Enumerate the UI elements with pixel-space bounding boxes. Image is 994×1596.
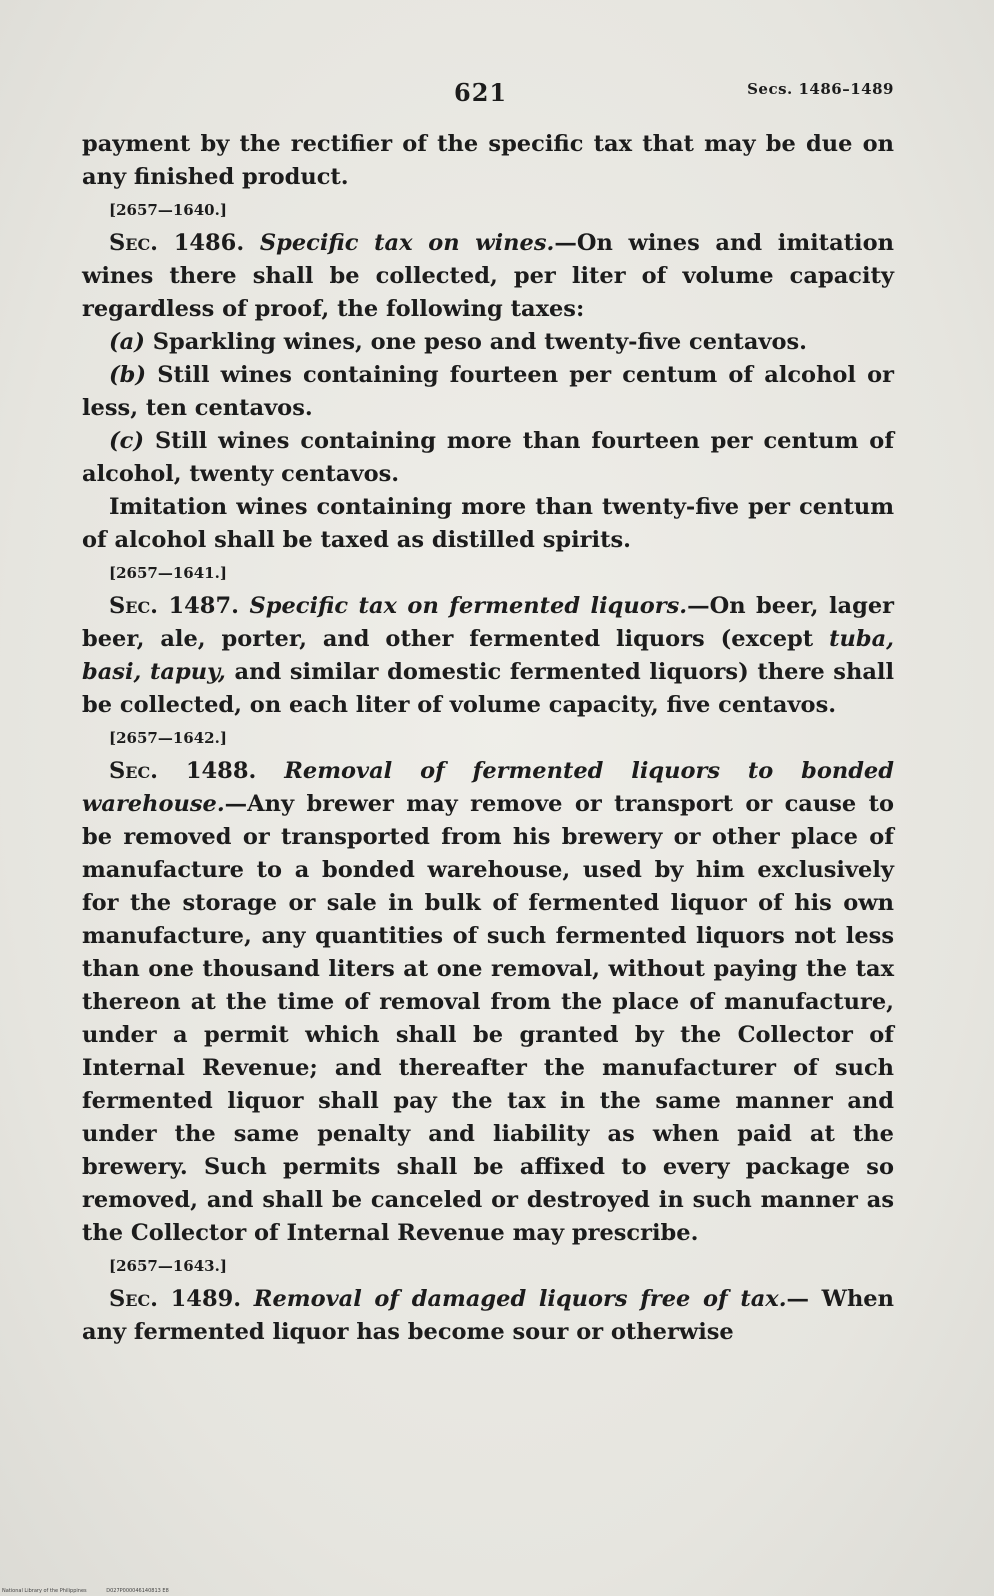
citation-1640: [2657—1640.] (109, 201, 227, 219)
section-1487-label: Sec. 1487. (109, 593, 239, 619)
section-1487-paragraph (82, 590, 894, 722)
item-c-text: Still wines containing more than fourteen per centum of alcohol, twenty centavos. (82, 428, 894, 487)
section-1486-paragraph (82, 227, 894, 326)
section-1489-paragraph (82, 1283, 894, 1349)
section-1486-closing: Imitation wines containing more than twenty-five per centum of alcohol shall be taxed as distilled spirits. (82, 494, 894, 553)
section-1487-text-2: and similar domestic fermented liquors) there shall be collected, on each liter of volume capacity, five centavos. (82, 659, 894, 718)
section-1486-text: —On wines and imitation wines there shall be collected, per liter of volume capacity regardless of proof, the following taxes: (82, 230, 894, 322)
scan-footer (2, 1588, 187, 1594)
section-1489-text: — When any fermented liquor has become sour or otherwise (82, 1286, 894, 1345)
section-1488-caption: Removal of fermented liquors to bonded warehouse. (82, 758, 894, 817)
footer-code: D027P000046140813 E8 (106, 1588, 169, 1594)
item-a-label: (a) (109, 329, 145, 355)
footer-library: National Library of the Philippines (2, 1588, 87, 1594)
section-1488-paragraph (82, 755, 894, 1250)
item-b-text: Still wines containing fourteen per centum of alcohol or less, ten centavos. (82, 362, 895, 421)
citation-1641: [2657—1641.] (109, 564, 227, 582)
section-1486-item-b (82, 359, 894, 425)
section-1486-item-c (82, 425, 894, 491)
section-1488-label: Sec. 1488. (109, 758, 257, 784)
section-1486-caption: Specific tax on wines. (259, 230, 555, 256)
section-1486-item-a (82, 326, 894, 359)
section-1487-text-1: —On beer, lager beer, ale, porter, and other fermented liquors (except (82, 593, 894, 652)
page-header (82, 78, 894, 114)
section-1487-caption: Specific tax on fermented liquors. (249, 593, 688, 619)
section-1489-caption: Removal of damaged liquors free of tax. (253, 1286, 787, 1312)
item-b-label: (b) (109, 362, 147, 388)
section-1487-native-terms: tuba, basi, tapuy, (82, 626, 894, 685)
item-a-text: Sparkling wines, one peso and twenty-five centavos. (152, 329, 807, 355)
page-number: 621 (454, 78, 508, 107)
section-1488-text: —Any brewer may remove or transport or cause to be removed or transported from his brewery or other place of manufacture to a bonded warehouse, used by him exclusively for the storage or sale in bulk of fermented liquor of his own manufacture, any quantities of such fermented liquors not less than one thousand liters at one removal, without paying the tax thereon at the time of removal from the place of manufacture, under a permit which shall be granted by the Collector of Internal Revenue; and thereafter the manufacturer of such fermented liquor shall pay the tax in the same manner and under the same penalty and liability as when paid at the brewery. Such permits shall be affixed to every package so removed, and shall be canceled or destroyed in such manner as the Collector of Internal Revenue may prescribe. (82, 791, 894, 1246)
page-body (82, 128, 894, 1349)
item-c-label: (c) (109, 428, 144, 454)
section-1486-label: Sec. 1486. (109, 230, 245, 256)
section-range: Secs. 1486–1489 (747, 80, 894, 98)
intro-paragraph: payment by the rectifier of the specific tax that may be due on any finished product. (82, 131, 894, 190)
section-1489-label: Sec. 1489. (109, 1286, 242, 1312)
citation-1643: [2657—1643.] (109, 1257, 227, 1275)
citation-1642: [2657—1642.] (109, 729, 227, 747)
